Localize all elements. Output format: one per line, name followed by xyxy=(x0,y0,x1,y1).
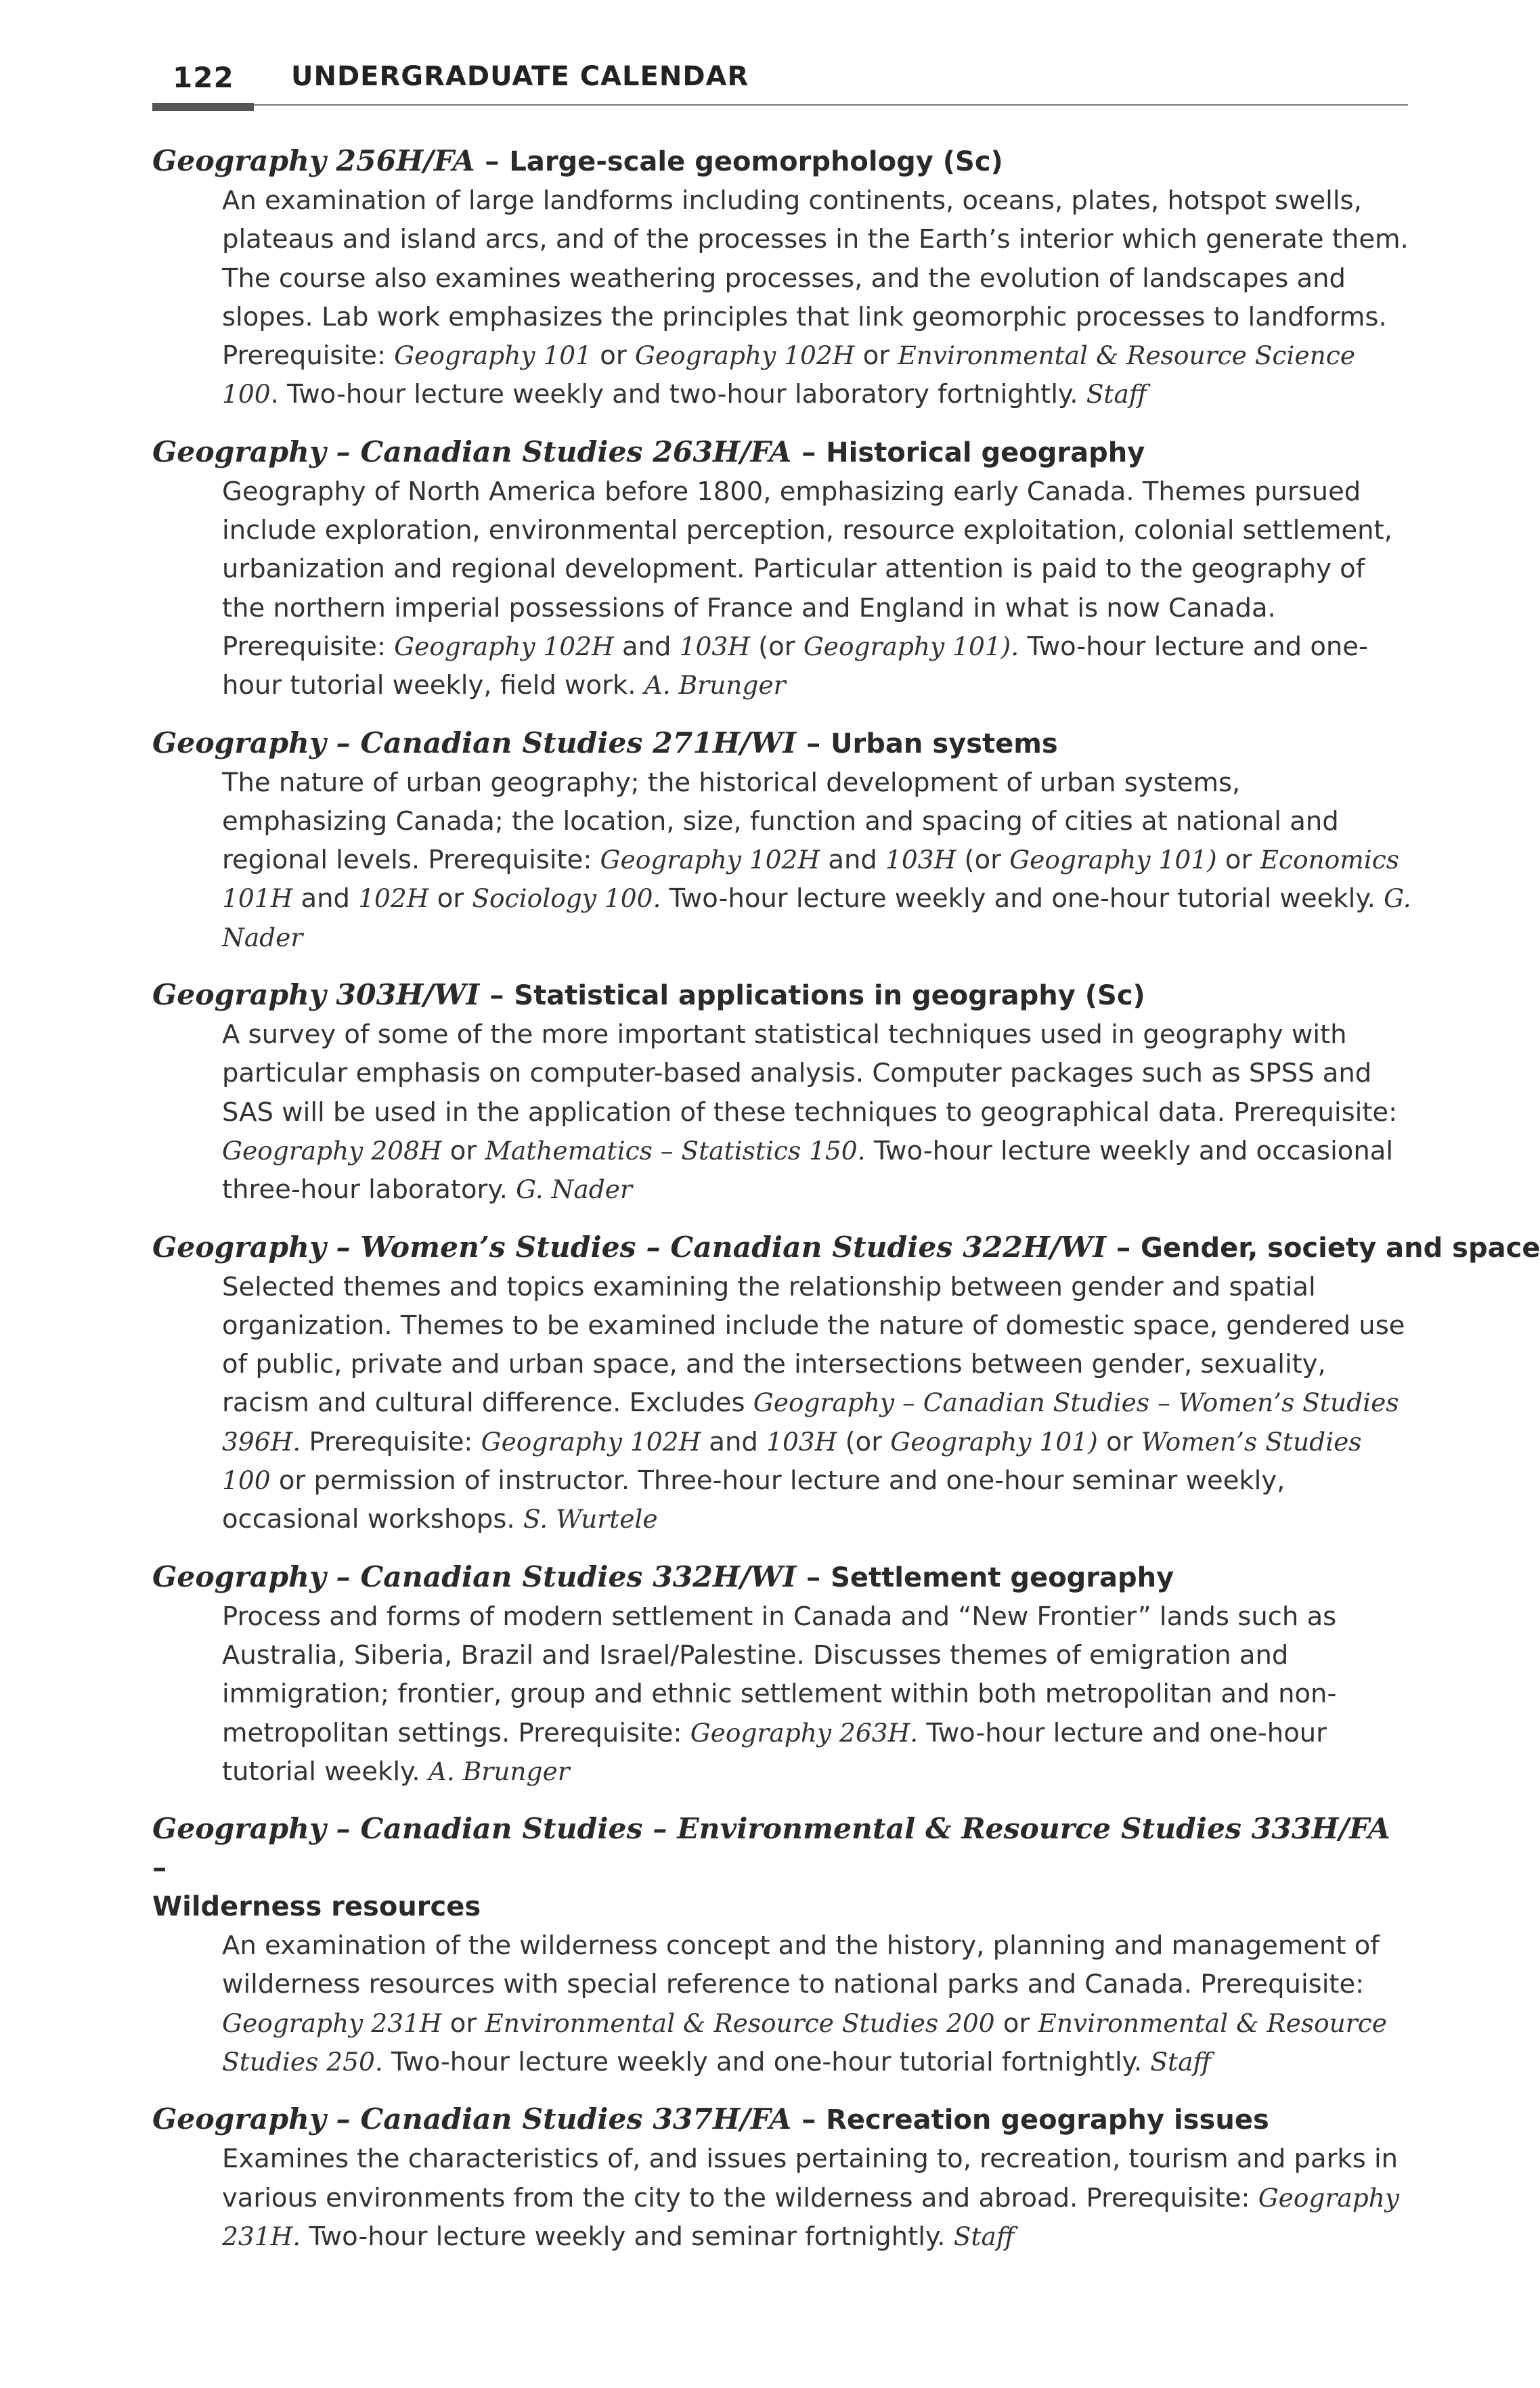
course-title: Wilderness resources xyxy=(152,1891,481,1923)
heading-separator: – xyxy=(791,435,827,469)
course-reference: Mathematics – Statistics 150. xyxy=(485,1135,866,1166)
description-text: . Two-hour lecture weekly and two-hour laboratory fortnightly. xyxy=(270,379,1086,410)
course-reference: Women’s Studies 100 xyxy=(222,1426,1362,1496)
course-reference: Environmental & Resource Science 100 xyxy=(222,340,1355,410)
course-heading xyxy=(152,2100,1411,2140)
course-title: Urban systems xyxy=(831,728,1058,759)
header-rule-accent xyxy=(152,103,254,111)
course-reference: Sociology 100. xyxy=(472,883,661,914)
course-code: Geography – Women’s Studies – Canadian Studies 322H/WI xyxy=(152,1230,1107,1264)
description-text: or xyxy=(592,340,635,372)
course-title: Historical geography xyxy=(826,437,1145,468)
course-reference: S. Wurtele xyxy=(523,1504,658,1534)
course-reference: A. Brunger xyxy=(428,1756,570,1786)
course-reference: Geography 102H xyxy=(634,340,855,371)
course-reference: Geography 101). xyxy=(803,631,1019,661)
course-code: Geography – Canadian Studies 337H/FA xyxy=(152,2102,792,2137)
course-reference: Environmental & Resource Studies 200 xyxy=(485,2008,995,2038)
course-description xyxy=(222,1926,1411,2081)
description-text: (or xyxy=(956,845,1010,876)
page-header xyxy=(152,54,1408,115)
course-reference: Geography 101) xyxy=(890,1426,1098,1457)
description-text: or xyxy=(994,2008,1038,2039)
description-text: or xyxy=(428,883,472,914)
description-text: or xyxy=(1097,1426,1141,1457)
course-listings xyxy=(152,142,1540,2275)
course-entry xyxy=(152,976,1411,1209)
description-text: Prerequisite: xyxy=(301,1426,481,1457)
course-entry xyxy=(152,1229,1540,1539)
course-reference: Geography 102H xyxy=(481,1426,701,1457)
course-heading xyxy=(152,1810,1411,1926)
course-reference: Geography 102H xyxy=(394,631,614,661)
heading-separator: – xyxy=(479,978,514,1013)
course-entry xyxy=(152,1558,1411,1791)
description-text: A survey of some of the more important statistical techniques used in geography with particular emphasis on computer-based analysis. Computer packages such as SPSS and SAS will be used in the application of these techniques to geographical data. Prerequisite: xyxy=(222,1019,1398,1128)
course-reference: Staff xyxy=(953,2221,1015,2251)
course-description xyxy=(222,472,1411,705)
course-code: Geography – Canadian Studies 332H/WI xyxy=(152,1560,797,1594)
course-description xyxy=(222,2140,1411,2256)
course-title: Large-scale geomorphology (Sc) xyxy=(509,146,1003,177)
course-reference: 103H xyxy=(766,1426,837,1457)
description-text: or xyxy=(1216,845,1260,876)
description-text: Two-hour lecture weekly and one-hour tutorial fortnightly. xyxy=(382,2046,1151,2077)
description-text: and xyxy=(701,1426,767,1457)
heading-separator: – xyxy=(796,726,831,760)
course-entry xyxy=(152,433,1411,705)
course-entry xyxy=(152,142,1411,414)
course-reference: Geography – Canadian Studies – Women’s Studies 396H. xyxy=(222,1388,1399,1457)
course-entry xyxy=(152,724,1411,957)
course-reference: 102H xyxy=(358,883,429,914)
heading-separator: – xyxy=(475,144,510,178)
description-text: Process and forms of modern settlement in Canada and “New Frontier” lands such as Australia, Siberia, Brazil and Israel/Palestine. Discusses themes of emigration and immigration; frontier, group and ethnic settlement within both metropolitan and non-metropolitan settings. Prerequisite: xyxy=(222,1601,1337,1748)
course-heading xyxy=(152,1558,1411,1597)
course-code: Geography 256H/FA xyxy=(152,144,475,178)
course-code: Geography – Canadian Studies 263H/FA xyxy=(152,435,792,469)
course-reference: Geography 208H xyxy=(222,1135,442,1166)
course-heading xyxy=(152,1229,1540,1268)
description-text: or permission of instructor. Three-hour lecture and one-hour seminar weekly, occasional workshops. xyxy=(222,1465,1285,1535)
description-text: Geography of North America before 1800, emphasizing early Canada. Themes pursued include exploration, environmental perception, resource exploitation, colonial settlement, urbanization and regional development. Particular attention is paid to the geography of the northern imperial possessions of France and England in what is now Canada. Prerequisite: xyxy=(222,476,1392,662)
running-head: UNDERGRADUATE CALENDAR xyxy=(291,61,749,92)
page-number: 122 xyxy=(173,61,234,94)
course-heading xyxy=(152,724,1411,764)
course-code: Geography 303H/WI xyxy=(152,978,480,1013)
course-reference: Economics 101H xyxy=(222,845,1400,914)
course-reference: Geography 101 xyxy=(394,340,592,371)
description-text: Selected themes and topics examining the relationship between gender and spatial organization. Themes to be examined include the nature of domestic space, gendered use of public, private and urban space, and the intersections between gender, sexuality, racism and cultural difference. Excludes xyxy=(222,1271,1405,1419)
course-entry xyxy=(152,1810,1411,2081)
course-reference: G. Nader xyxy=(516,1174,632,1205)
course-reference: Geography 231H. xyxy=(222,2182,1400,2251)
course-reference: G. Nader xyxy=(222,883,1411,952)
course-reference: A. Brunger xyxy=(644,670,786,701)
course-reference: Geography 231H xyxy=(222,2008,442,2038)
description-text: and xyxy=(292,883,359,914)
course-description xyxy=(222,1015,1411,1209)
heading-separator: – xyxy=(152,1851,167,1885)
description-text: or xyxy=(441,2008,485,2039)
course-heading xyxy=(152,976,1411,1015)
description-text: Two-hour lecture and one-hour tutorial weekly. xyxy=(222,1717,1327,1787)
course-title: Settlement geography xyxy=(831,1562,1174,1593)
course-reference: Staff xyxy=(1086,379,1147,410)
course-description xyxy=(222,764,1411,957)
course-code: Geography – Canadian Studies – Environmental & Resource Studies 333H/FA xyxy=(152,1812,1390,1847)
course-title: Gender, society and space xyxy=(1141,1232,1540,1264)
course-reference: 103H xyxy=(885,845,956,875)
description-text: Two-hour lecture weekly and occasional three-hour laboratory. xyxy=(222,1135,1394,1206)
course-reference: 103H xyxy=(679,631,750,661)
course-reference: Environmental & Resource Studies 250. xyxy=(222,2008,1387,2077)
course-title: Statistical applications in geography (Sc) xyxy=(514,980,1145,1012)
description-text: Two-hour lecture weekly and one-hour tutorial weekly. xyxy=(661,883,1384,914)
course-reference: Geography 102H xyxy=(600,845,820,875)
course-reference: Staff xyxy=(1150,2046,1212,2077)
description-text: (or xyxy=(749,631,804,662)
description-text: (or xyxy=(837,1426,891,1457)
heading-separator: – xyxy=(791,2102,827,2137)
description-text: Examines the characteristics of, and issues pertaining to, recreation, tourism and parks in various environments from the city to the wilderness and abroad. Prerequisite: xyxy=(222,2144,1399,2213)
course-reference: Geography 101) xyxy=(1009,845,1217,875)
course-heading xyxy=(152,142,1411,181)
description-text: The nature of urban geography; the historical development of urban systems, emphasizing Canada; the location, size, function and spacing of cities at national and regional levels. Prerequisite: xyxy=(222,767,1339,876)
course-code: Geography – Canadian Studies 271H/WI xyxy=(152,726,797,760)
course-description xyxy=(222,181,1411,414)
course-reference: Geography 263H. xyxy=(690,1717,919,1748)
course-title: Recreation geography issues xyxy=(826,2104,1269,2136)
course-description xyxy=(222,1597,1411,1791)
description-text: and xyxy=(820,845,886,876)
course-description xyxy=(222,1268,1411,1539)
description-text: or xyxy=(854,340,898,372)
course-entry xyxy=(152,2100,1411,2256)
description-text: or xyxy=(441,1135,485,1166)
heading-separator: – xyxy=(796,1560,831,1594)
course-heading xyxy=(152,433,1411,472)
header-rule xyxy=(152,104,1408,106)
description-text: Two-hour lecture weekly and seminar fortnightly. xyxy=(301,2221,954,2252)
description-text: An examination of the wilderness concept and the history, planning and management of wilderness resources with special reference to national parks and Canada. Prerequisite: xyxy=(222,1930,1380,2000)
description-text: and xyxy=(613,631,680,662)
description-text: Two-hour lecture and one-hour tutorial weekly, field work. xyxy=(222,631,1368,701)
heading-separator: – xyxy=(1106,1230,1141,1264)
description-text: An examination of large landforms including continents, oceans, plates, hotspot swells, plateaus and island arcs, and of the processes in the Earth’s interior which generate them. The course also examines weathering processes, and the evolution of landscapes and slopes. Lab work emphasizes the principles that link geomorphic processes to landforms. Prerequisite: xyxy=(222,185,1409,372)
